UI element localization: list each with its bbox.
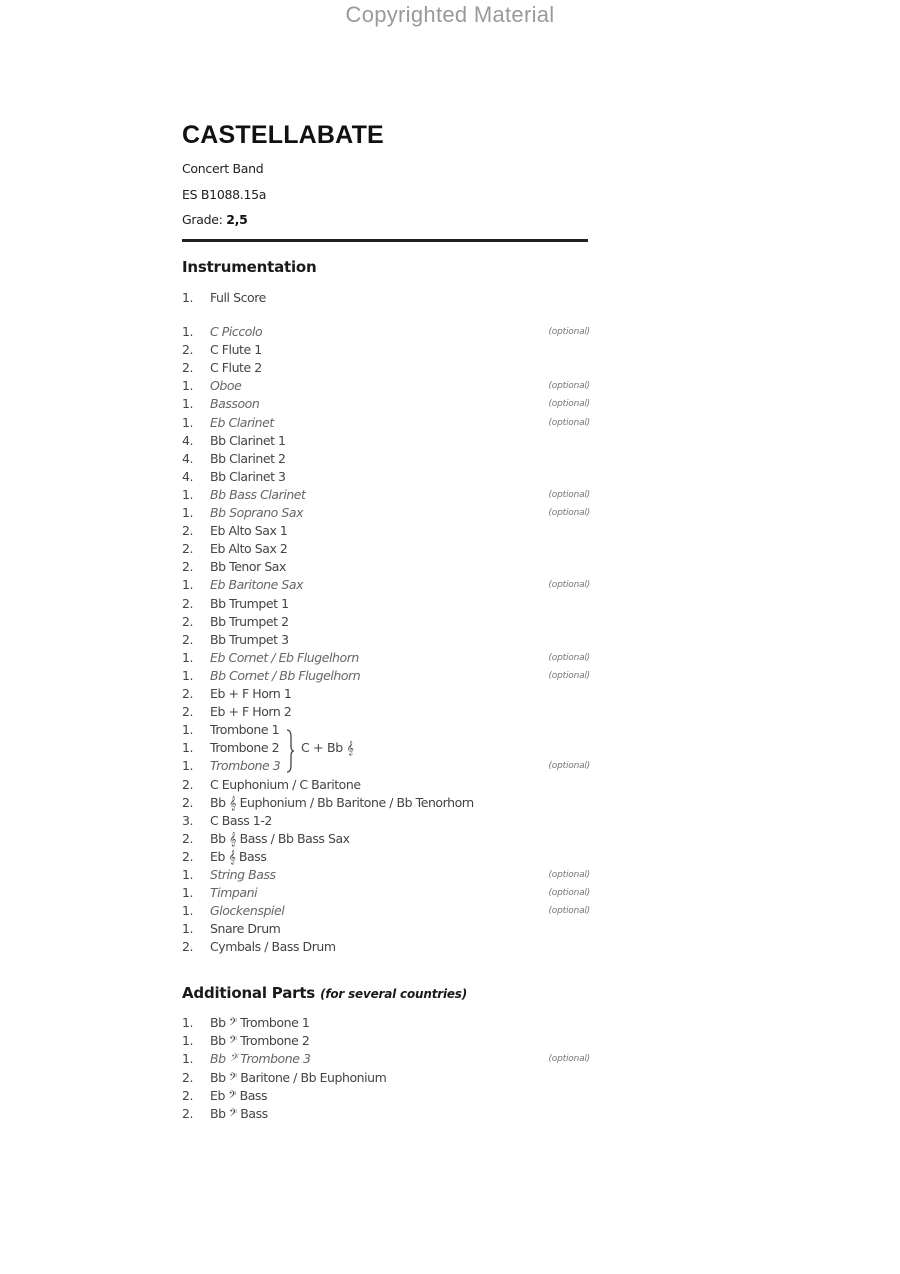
part-name: Eb 𝄞 Bass [210, 848, 267, 864]
part-row [182, 649, 590, 667]
part-count: 2. [182, 631, 194, 647]
catalog-number: ES B1088.15a [182, 187, 267, 202]
part-name: Bb Bass Clarinet [210, 486, 306, 502]
part-name: Eb Baritone Sax [210, 577, 304, 593]
part-name: Eb + F Horn 2 [210, 704, 292, 720]
part-count: 1. [182, 324, 194, 339]
part-row [182, 613, 590, 631]
part-row [182, 848, 590, 866]
part-name: C Bass 1-2 [210, 812, 272, 828]
part-row [182, 703, 590, 721]
part-name: C Euphonium / C Baritone [210, 776, 361, 792]
part-row [182, 540, 590, 558]
optional-label: (optional) [548, 417, 590, 428]
part-row [182, 739, 590, 757]
part-name: Bb Tenor Sax [210, 559, 286, 575]
part-count: 1. [182, 722, 194, 738]
part-count: 4. [182, 450, 194, 466]
part-count: 1. [182, 649, 194, 665]
part-count: 1. [182, 505, 194, 520]
part-row [182, 794, 590, 812]
part-count: 2. [182, 939, 194, 955]
part-count: 2. [182, 848, 194, 864]
part-count: 1. [182, 1015, 194, 1030]
part-name: Bb 𝄞 Bass / Bb Bass Sax [210, 830, 350, 846]
part-count: 2. [182, 1106, 194, 1121]
part-count: 1. [182, 486, 194, 502]
grade-line [182, 212, 247, 227]
part-count: 2. [182, 830, 194, 846]
optional-label: (optional) [548, 1054, 590, 1065]
part-row [182, 938, 590, 956]
part-row [182, 341, 590, 359]
category-label: Concert Band [182, 161, 264, 176]
part-count: 4. [182, 468, 194, 484]
part-count: 2. [182, 776, 194, 792]
part-count: 2. [182, 704, 194, 720]
part-name: C Flute 2 [210, 360, 262, 376]
part-count: 2. [182, 686, 194, 701]
part-row [182, 866, 590, 884]
part-count: 1. [182, 740, 194, 756]
part-count: 1. [182, 885, 194, 901]
part-name: Snare Drum [210, 921, 281, 937]
instrumentation-heading: Instrumentation [182, 258, 317, 276]
part-row [182, 323, 590, 341]
part-count: 4. [182, 432, 194, 448]
part-row [182, 1069, 590, 1087]
part-count: 2. [182, 595, 194, 611]
part-name: Eb + F Horn 1 [210, 686, 292, 701]
title-divider [182, 239, 588, 242]
part-count: 1. [182, 867, 194, 882]
part-name: Eb 𝄢 Bass [210, 1087, 268, 1103]
part-name: Trombone 2 [210, 740, 280, 756]
part-count: 2. [182, 613, 194, 629]
part-row [182, 776, 590, 794]
copyright-watermark: Copyrighted Material [345, 2, 555, 27]
part-count: 1. [182, 290, 194, 305]
trombone-brace [286, 729, 294, 773]
part-count: 1. [182, 378, 194, 394]
part-name: Bb Cornet / Bb Flugelhorn [210, 667, 361, 683]
part-row [182, 685, 590, 703]
part-row [182, 631, 590, 649]
part-name: Glockenspiel [210, 903, 285, 919]
part-count: 2. [182, 523, 194, 539]
part-row [182, 1105, 590, 1123]
part-count: 1. [182, 758, 194, 774]
part-row [182, 414, 590, 432]
part-row [182, 359, 590, 377]
part-name: Cymbals / Bass Drum [210, 939, 336, 955]
part-name: Trombone 1 [210, 722, 280, 738]
part-name: Eb Alto Sax 2 [210, 541, 288, 557]
optional-label: (optional) [548, 327, 590, 337]
part-name: Bb Trumpet 2 [210, 613, 289, 629]
part-name: Bb Trumpet 1 [210, 595, 289, 611]
part-count: 2. [182, 541, 194, 557]
part-name: Bb Soprano Sax [210, 505, 304, 520]
part-row [182, 1014, 590, 1032]
part-count: 1. [182, 921, 194, 937]
part-row [182, 450, 590, 468]
optional-label: (optional) [548, 580, 590, 591]
part-count: 1. [182, 396, 194, 412]
part-count: 2. [182, 1087, 194, 1103]
part-row [182, 522, 590, 540]
part-row [182, 1050, 590, 1068]
optional-label: (optional) [548, 381, 590, 392]
part-row [182, 667, 590, 685]
part-count: 1. [182, 1051, 194, 1067]
part-name: Timpani [210, 885, 258, 901]
part-row [182, 576, 590, 594]
part-row [182, 595, 590, 613]
optional-label: (optional) [548, 870, 590, 880]
part-row [182, 395, 590, 413]
part-row [182, 1032, 590, 1050]
part-row [182, 812, 590, 830]
optional-label: (optional) [548, 508, 590, 518]
part-row [182, 377, 590, 395]
optional-label: (optional) [548, 652, 590, 663]
optional-label: (optional) [548, 761, 590, 772]
part-name: Bb 𝄢 Baritone / Bb Euphonium [210, 1069, 387, 1085]
part-name: Eb Clarinet [210, 414, 274, 430]
part-row [182, 721, 590, 739]
part-name: Bb 𝄢 Trombone 2 [210, 1033, 310, 1049]
part-row [182, 757, 590, 775]
part-name: Bb Clarinet 1 [210, 432, 286, 448]
part-row [182, 902, 590, 920]
part-count: 2. [182, 1069, 194, 1085]
part-name: C Piccolo [210, 324, 263, 339]
part-name: Bb 𝄢 Trombone 1 [210, 1015, 310, 1030]
part-row [182, 486, 590, 504]
part-count: 1. [182, 1033, 194, 1049]
optional-label: (optional) [548, 399, 590, 410]
part-count: 3. [182, 812, 194, 828]
part-name: Full Score [210, 290, 266, 305]
part-count: 2. [182, 794, 194, 810]
part-name: Bb Clarinet 3 [210, 468, 286, 484]
part-row [182, 432, 590, 450]
grade-label: Grade: [182, 212, 223, 227]
trombone-group-label: C + Bb 𝄞 [301, 740, 354, 755]
optional-label: (optional) [548, 670, 590, 681]
part-row [182, 468, 590, 486]
part-count: 1. [182, 414, 194, 430]
part-name: Oboe [210, 378, 242, 394]
part-count: 1. [182, 667, 194, 683]
optional-label: (optional) [548, 888, 590, 899]
part-name: Eb Cornet / Eb Flugelhorn [210, 649, 359, 665]
additional-parts-subtitle: (for several countries) [320, 987, 468, 1001]
part-row [182, 504, 590, 522]
part-count: 2. [182, 559, 194, 575]
full-score-row [182, 289, 590, 307]
optional-label: (optional) [548, 906, 590, 917]
part-row [182, 830, 590, 848]
part-count: 2. [182, 360, 194, 376]
part-name: Bb Clarinet 2 [210, 450, 286, 466]
part-name: Bb 𝄞 Euphonium / Bb Baritone / Bb Tenorhorn [210, 794, 474, 810]
additional-parts-heading [182, 984, 467, 1002]
part-row [182, 920, 590, 938]
part-row [182, 558, 590, 576]
part-row [182, 1087, 590, 1105]
part-row [182, 884, 590, 902]
part-name: C Flute 1 [210, 342, 262, 358]
part-name: Bb 𝄢 Bass [210, 1106, 268, 1121]
grade-value: 2,5 [226, 212, 248, 227]
part-name: Bassoon [210, 396, 260, 412]
part-name: Bb Trumpet 3 [210, 631, 289, 647]
part-name: Bb 𝄢 Trombone 3 [210, 1051, 311, 1067]
optional-label: (optional) [548, 489, 590, 500]
part-count: 1. [182, 577, 194, 593]
part-count: 1. [182, 903, 194, 919]
page-title: CASTELLABATE [182, 121, 384, 149]
part-name: String Bass [210, 867, 276, 882]
additional-parts-title: Additional Parts [182, 984, 316, 1002]
part-name: Trombone 3 [210, 758, 281, 774]
part-name: Eb Alto Sax 1 [210, 523, 288, 539]
part-count: 2. [182, 342, 194, 358]
